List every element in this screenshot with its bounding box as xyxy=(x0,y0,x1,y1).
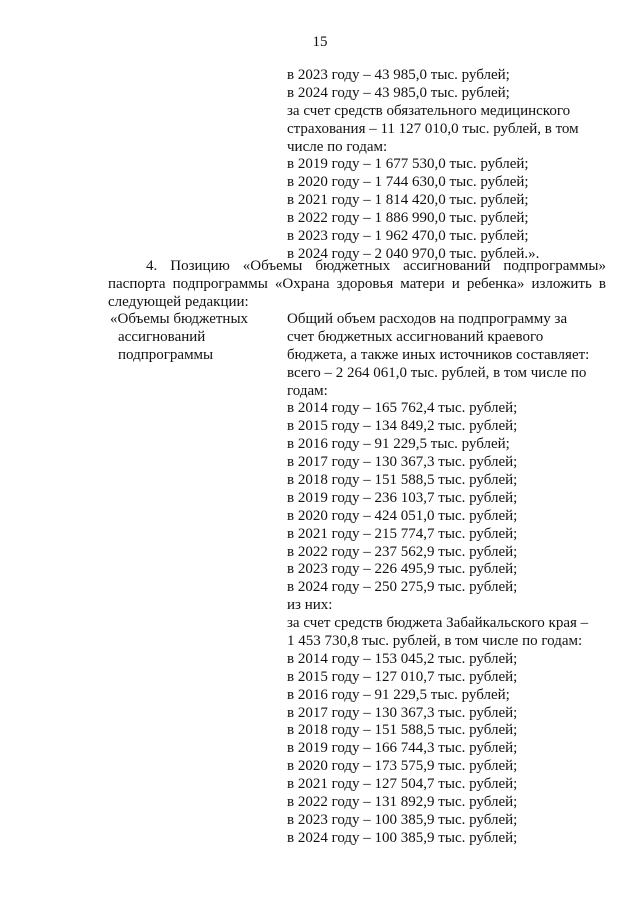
text-line: в 2019 году – 1 677 530,0 тыс. рублей; xyxy=(287,156,529,173)
value-line: в 2024 году – 250 275,9 тыс. рублей; xyxy=(287,579,518,596)
value-line: в 2017 году – 130 367,3 тыс. рублей; xyxy=(287,704,518,721)
value-line: из них: xyxy=(287,597,333,614)
value-line: в 2018 году – 151 588,5 тыс. рублей; xyxy=(287,472,518,489)
value-line: в 2016 году – 91 229,5 тыс. рублей; xyxy=(287,686,510,703)
value-line: 1 453 730,8 тыс. рублей, в том числе по годам: xyxy=(287,633,583,650)
value-line: в 2020 году – 424 051,0 тыс. рублей; xyxy=(287,507,518,524)
label-line: «Объемы бюджетных xyxy=(110,311,249,327)
value-line: годам: xyxy=(287,382,328,399)
value-line: в 2023 году – 100 385,9 тыс. рублей; xyxy=(287,811,518,828)
text-line: в 2020 году – 1 744 630,0 тыс. рублей; xyxy=(287,174,529,191)
label-line: подпрограммы xyxy=(118,346,214,363)
label-line: ассигнований xyxy=(118,328,206,345)
value-line: в 2023 году – 226 495,9 тыс. рублей; xyxy=(287,561,518,578)
text-line: в 2021 году – 1 814 420,0 тыс. рублей; xyxy=(287,192,529,209)
page-number: 15 xyxy=(312,34,328,50)
value-line: бюджета, а также иных источников составляет: xyxy=(287,346,590,363)
paragraph-line: 4. Позицию «Объемы бюджетных ассигнований подпрограммы» xyxy=(146,258,606,274)
text-line: страхования – 11 127 010,0 тыс. рублей, в том xyxy=(287,120,579,137)
value-line: в 2024 году – 100 385,9 тыс. рублей; xyxy=(287,829,518,846)
value-line: в 2020 году – 173 575,9 тыс. рублей; xyxy=(287,758,518,775)
text-line: в 2024 году – 43 985,0 тыс. рублей; xyxy=(287,84,510,101)
amendment-paragraph xyxy=(108,258,606,312)
value-line: всего – 2 264 061,0 тыс. рублей, в том числе по xyxy=(287,364,587,381)
funding-continuation-block xyxy=(287,67,607,264)
text-line: в 2023 году – 1 962 470,0 тыс. рублей; xyxy=(287,228,529,245)
text-line: в 2023 году – 43 985,0 тыс. рублей; xyxy=(287,67,510,83)
paragraph-line: следующей редакции: xyxy=(108,293,249,310)
value-line: в 2014 году – 165 762,4 тыс. рублей; xyxy=(287,400,518,417)
value-line: за счет средств бюджета Забайкальского края – xyxy=(287,615,589,632)
text-line: в 2022 году – 1 886 990,0 тыс. рублей; xyxy=(287,210,529,227)
paragraph-line: паспорта подпрограммы «Охрана здоровья матери и ребенка» изложить в xyxy=(108,275,606,292)
value-line: в 2022 году – 237 562,9 тыс. рублей; xyxy=(287,543,518,560)
value-line: в 2019 году – 166 744,3 тыс. рублей; xyxy=(287,740,518,757)
value-line: в 2022 году – 131 892,9 тыс. рублей; xyxy=(287,794,518,811)
value-line: в 2021 году – 127 504,7 тыс. рублей; xyxy=(287,776,518,793)
value-line: в 2015 году – 134 849,2 тыс. рублей; xyxy=(287,418,518,435)
value-line: в 2014 году – 153 045,2 тыс. рублей; xyxy=(287,650,518,667)
value-line: в 2017 году – 130 367,3 тыс. рублей; xyxy=(287,454,518,471)
value-line: в 2018 году – 151 588,5 тыс. рублей; xyxy=(287,722,518,739)
position-value-cell xyxy=(287,311,607,848)
value-line: в 2019 году – 236 103,7 тыс. рублей; xyxy=(287,489,518,506)
value-line: Общий объем расходов на подпрограмму за xyxy=(287,311,568,327)
value-line: в 2015 году – 127 010,7 тыс. рублей; xyxy=(287,668,518,685)
text-line: в 2024 году – 2 040 970,0 тыс. рублей.». xyxy=(287,245,540,262)
value-line: в 2021 году – 215 774,7 тыс. рублей; xyxy=(287,525,518,542)
value-line: счет бюджетных ассигнований краевого xyxy=(287,328,544,345)
text-line: за счет средств обязательного медицинского xyxy=(287,102,571,119)
value-line: в 2016 году – 91 229,5 тыс. рублей; xyxy=(287,436,510,453)
position-label-cell xyxy=(110,311,270,365)
text-line: числе по годам: xyxy=(287,138,388,155)
